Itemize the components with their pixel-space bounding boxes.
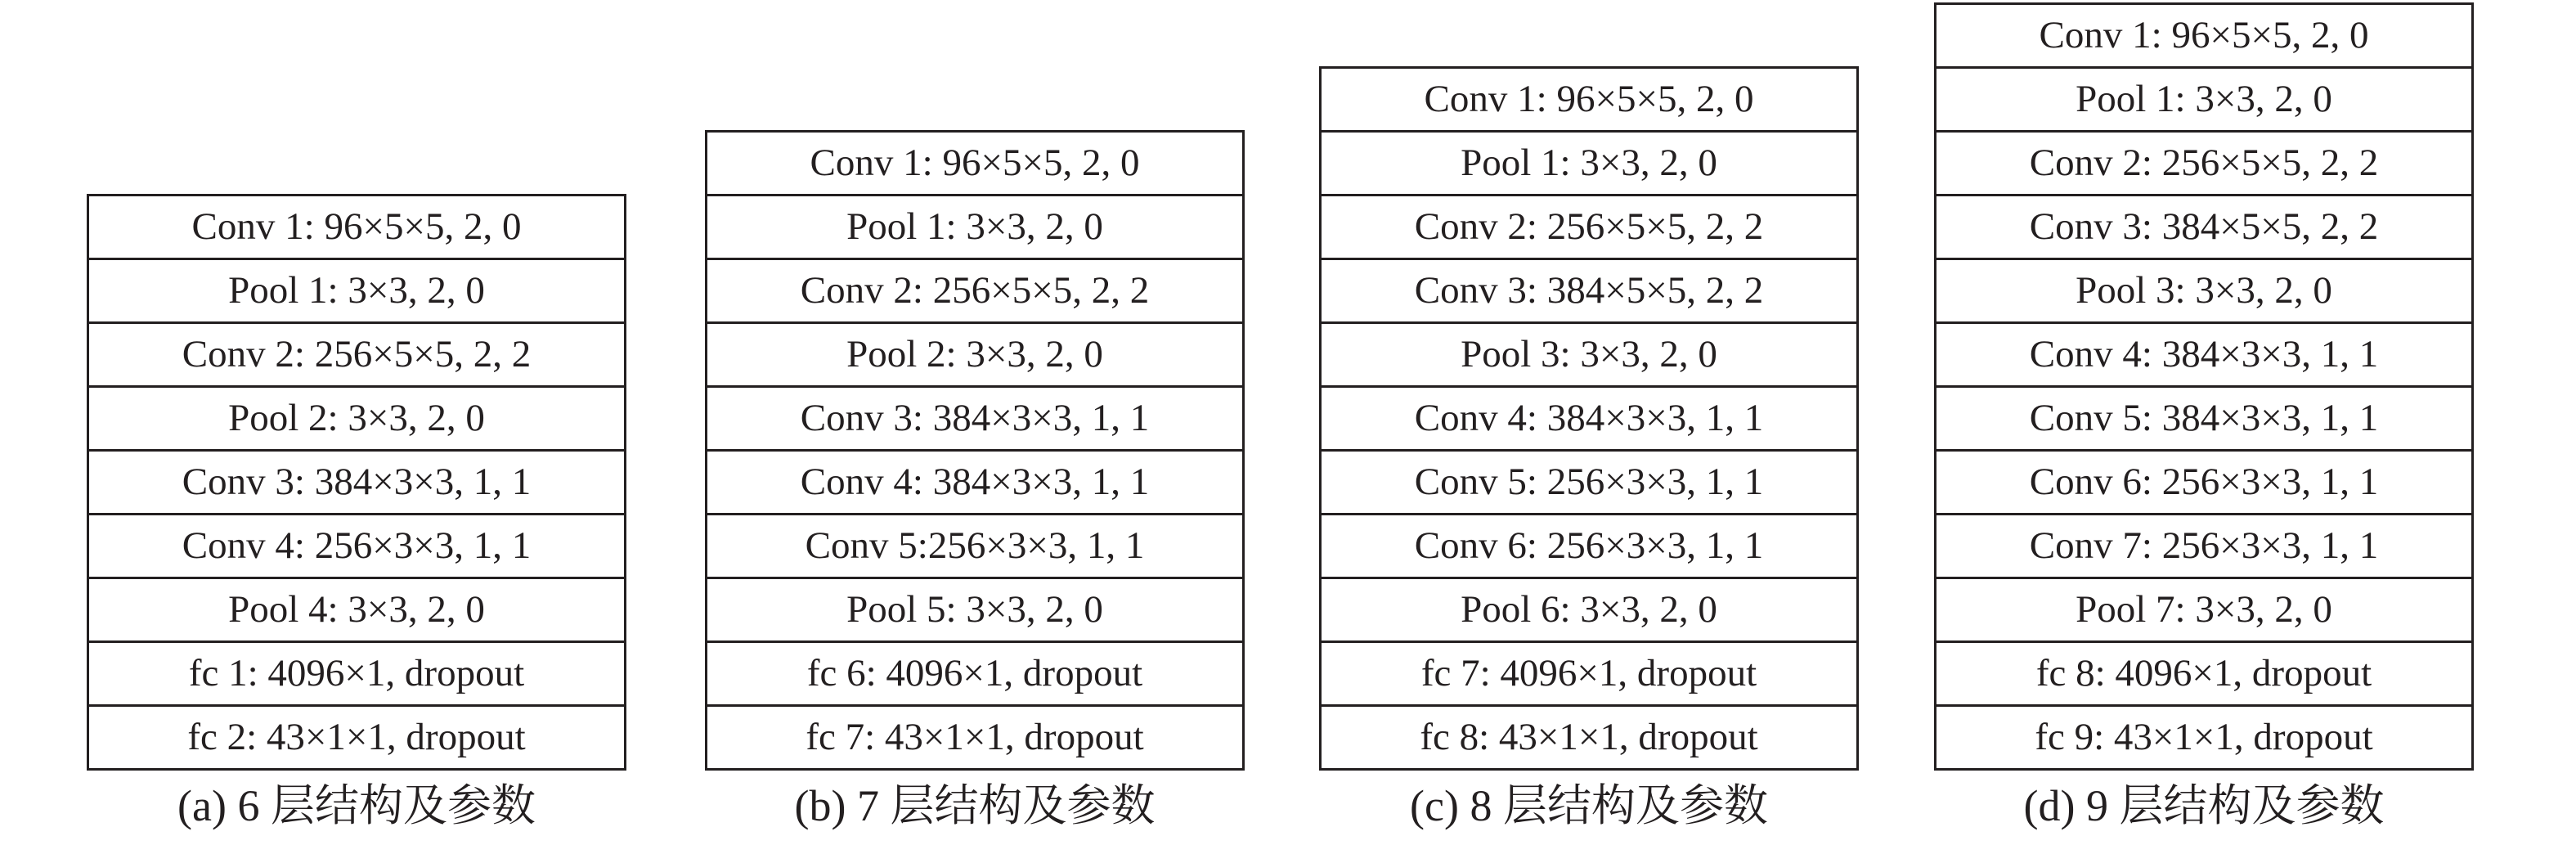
- layer-box: Conv 7: 256×3×3, 1, 1: [1936, 515, 2471, 579]
- layer-box: Pool 6: 3×3, 2, 0: [1322, 579, 1856, 643]
- layer-box: Pool 1: 3×3, 2, 0: [707, 196, 1242, 260]
- layer-box: Pool 2: 3×3, 2, 0: [707, 324, 1242, 388]
- layer-box: Conv 5: 384×3×3, 1, 1: [1936, 388, 2471, 452]
- layer-stack-c: [1319, 66, 1859, 771]
- layer-box: Pool 4: 3×3, 2, 0: [89, 579, 624, 643]
- layer-box: Conv 2: 256×5×5, 2, 2: [1936, 133, 2471, 196]
- layer-box: fc 7: 43×1×1, dropout: [707, 707, 1242, 771]
- layer-box: Conv 6: 256×3×3, 1, 1: [1936, 452, 2471, 515]
- layer-box: Conv 3: 384×3×3, 1, 1: [707, 388, 1242, 452]
- layer-box: Conv 1: 96×5×5, 2, 0: [1322, 69, 1856, 133]
- layer-box: Conv 2: 256×5×5, 2, 2: [707, 260, 1242, 324]
- layer-box: Conv 4: 384×3×3, 1, 1: [1322, 388, 1856, 452]
- layer-box: Pool 1: 3×3, 2, 0: [89, 260, 624, 324]
- layer-box: fc 9: 43×1×1, dropout: [1936, 707, 2471, 771]
- layer-stack-b: [705, 130, 1245, 771]
- layer-box: fc 8: 43×1×1, dropout: [1322, 707, 1856, 771]
- caption-a: (a) 6 层结构及参数: [177, 781, 536, 830]
- layer-box: fc 6: 4096×1, dropout: [707, 643, 1242, 707]
- caption-b: (b) 7 层结构及参数: [794, 781, 1156, 830]
- layer-box: fc 1: 4096×1, dropout: [89, 643, 624, 707]
- layer-box: Conv 6: 256×3×3, 1, 1: [1322, 515, 1856, 579]
- layer-box: Pool 7: 3×3, 2, 0: [1936, 579, 2471, 643]
- layer-box: Conv 5:256×3×3, 1, 1: [707, 515, 1242, 579]
- layer-stack-d: [1934, 2, 2474, 771]
- layer-box: Conv 1: 96×5×5, 2, 0: [89, 196, 624, 260]
- layer-box: Pool 3: 3×3, 2, 0: [1322, 324, 1856, 388]
- layer-box: fc 2: 43×1×1, dropout: [89, 707, 624, 771]
- layer-box: Conv 5: 256×3×3, 1, 1: [1322, 452, 1856, 515]
- caption-d: (d) 9 层结构及参数: [2023, 781, 2385, 830]
- layer-box: Pool 2: 3×3, 2, 0: [89, 388, 624, 452]
- layer-box: Conv 3: 384×5×5, 2, 2: [1936, 196, 2471, 260]
- layer-box: fc 7: 4096×1, dropout: [1322, 643, 1856, 707]
- layer-box: Conv 2: 256×5×5, 2, 2: [1322, 196, 1856, 260]
- layer-box: Conv 4: 384×3×3, 1, 1: [1936, 324, 2471, 388]
- layer-box: Conv 2: 256×5×5, 2, 2: [89, 324, 624, 388]
- caption-c: (c) 8 层结构及参数: [1410, 781, 1768, 830]
- layer-box: Conv 1: 96×5×5, 2, 0: [707, 133, 1242, 196]
- layer-box: Pool 1: 3×3, 2, 0: [1936, 69, 2471, 133]
- layer-box: Pool 1: 3×3, 2, 0: [1322, 133, 1856, 196]
- layer-box: Conv 1: 96×5×5, 2, 0: [1936, 5, 2471, 69]
- layer-box: Pool 5: 3×3, 2, 0: [707, 579, 1242, 643]
- layer-box: fc 8: 4096×1, dropout: [1936, 643, 2471, 707]
- layer-stack-a: [87, 194, 626, 771]
- layer-box: Conv 3: 384×3×3, 1, 1: [89, 452, 624, 515]
- layer-box: Conv 3: 384×5×5, 2, 2: [1322, 260, 1856, 324]
- layer-box: Conv 4: 384×3×3, 1, 1: [707, 452, 1242, 515]
- layer-box: Pool 3: 3×3, 2, 0: [1936, 260, 2471, 324]
- layer-box: Conv 4: 256×3×3, 1, 1: [89, 515, 624, 579]
